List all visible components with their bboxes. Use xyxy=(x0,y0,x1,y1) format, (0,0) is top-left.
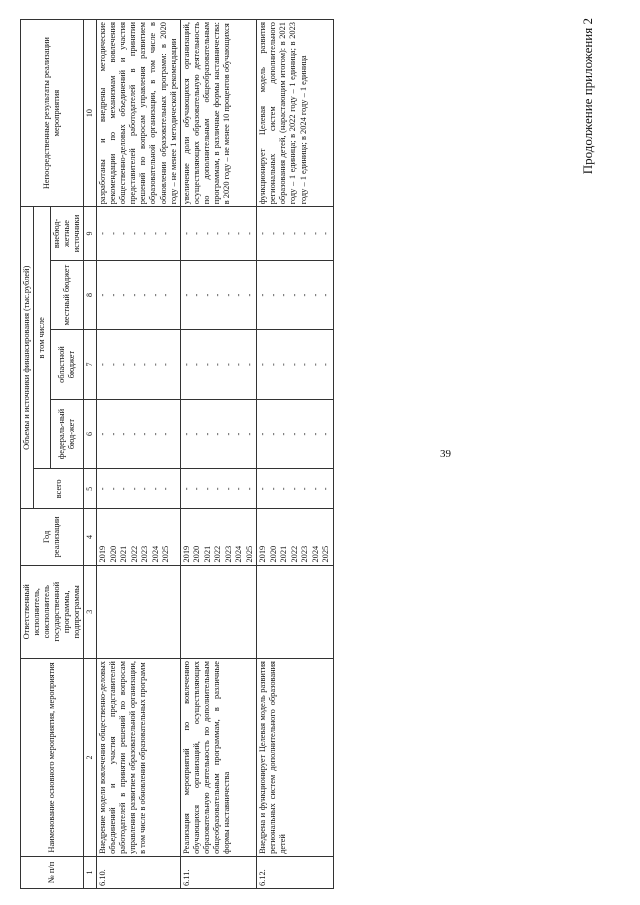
funding-dash: - xyxy=(310,487,320,491)
header-name: Наименование основного мероприятия, мероприятия xyxy=(21,659,84,857)
funding-dash: - xyxy=(300,293,310,297)
funding-value-cell xyxy=(257,207,334,261)
funding-dash: - xyxy=(321,232,331,235)
funding-dash: - xyxy=(258,487,268,491)
continuation-label: Продолжение приложения 2 xyxy=(580,18,595,175)
year-value: 2021 xyxy=(119,545,129,563)
funding-dash: - xyxy=(161,487,171,491)
funding-dash: - xyxy=(140,487,150,491)
funding-dash: - xyxy=(244,363,254,366)
funding-dash: - xyxy=(181,432,191,436)
funding-dash: - xyxy=(161,232,171,235)
year-value: 2022 xyxy=(129,545,139,563)
funding-dash: - xyxy=(258,232,268,235)
col-index: 3 xyxy=(84,565,97,659)
funding-dash: - xyxy=(289,293,299,297)
col-index: 9 xyxy=(84,207,97,261)
funding-dash: - xyxy=(223,232,233,235)
table-row xyxy=(180,20,257,889)
funding-dash: - xyxy=(192,293,202,297)
funding-dash: - xyxy=(140,293,150,297)
funding-dash: - xyxy=(161,363,171,366)
measure-name: Внедрена и функционирует Целевая модель развития региональных систем дополнительного образования детей xyxy=(257,659,334,857)
funding-dash: - xyxy=(213,293,223,297)
funding-value-cell xyxy=(257,260,334,330)
funding-dash: - xyxy=(223,363,233,366)
col-index: 1 xyxy=(84,856,97,888)
funding-value-cell xyxy=(97,260,181,330)
measure-name: Внедрение модели вовлечения общественно-деловых объединений и участия представителей работодателей в принятии решений по вопросам управления развитием образовательной организации, в том числе в обновлении образовательных программ xyxy=(97,659,181,857)
responsible-cell xyxy=(97,565,181,659)
funding-dash: - xyxy=(150,293,160,297)
funding-dash: - xyxy=(98,232,108,235)
funding-dash: - xyxy=(244,432,254,436)
funding-dash: - xyxy=(310,363,320,366)
measure-name: Реализация мероприятий по вовлечению обучающихся организаций, осуществляющих образовательную деятельность по дополнительным общеобразовательным программам, в различные формы наставничества xyxy=(180,659,257,857)
col-index: 2 xyxy=(84,659,97,857)
page-number: 39 xyxy=(440,448,451,460)
funding-value-cell xyxy=(97,399,181,469)
funding-dash: - xyxy=(223,293,233,297)
funding-value-cell xyxy=(97,469,181,509)
result-text: разработаны и внедрены методические рекомендации по механизмам вовлечения общественно-деловых объединений и участия представителей работодателей в принятии решений по вопросам управления развитием образовательной организации, в том числе в обновлении образовательных программ: в 2020 году – не менее 1 методической рекомендации xyxy=(97,20,181,207)
funding-dash: - xyxy=(161,293,171,297)
funding-dash: - xyxy=(140,432,150,436)
funding-dash: - xyxy=(289,432,299,436)
funding-dash: - xyxy=(244,487,254,491)
table-row xyxy=(257,20,334,889)
funding-dash: - xyxy=(234,487,244,491)
funding-dash: - xyxy=(213,232,223,235)
years-cell xyxy=(97,509,181,565)
funding-dash: - xyxy=(234,363,244,366)
header-federal: федераль-ный бюд-жет xyxy=(51,399,84,469)
result-text: увеличение доли обучающихся организаций, осуществляющих образовательную деятельность по дополнительным общеобразовательным программам, в различные формы наставничества: в 2020 году – не менее 10 процентов обучающихся xyxy=(180,20,257,207)
funding-dash: - xyxy=(279,487,289,491)
year-value: 2020 xyxy=(192,545,202,563)
year-value: 2019 xyxy=(98,545,108,563)
funding-dash: - xyxy=(192,432,202,436)
col-index: 4 xyxy=(84,509,97,565)
funding-dash: - xyxy=(300,232,310,235)
year-value: 2024 xyxy=(234,545,244,563)
funding-dash: - xyxy=(279,363,289,366)
funding-value-cell xyxy=(180,469,257,509)
funding-dash: - xyxy=(234,432,244,436)
funding-dash: - xyxy=(289,487,299,491)
funding-dash: - xyxy=(129,363,139,366)
funding-dash: - xyxy=(129,487,139,491)
funding-dash: - xyxy=(289,363,299,366)
funding-dash: - xyxy=(310,232,320,235)
funding-dash: - xyxy=(119,232,129,235)
table-row xyxy=(97,20,181,889)
year-value: 2022 xyxy=(213,545,223,563)
header-including: в том числе xyxy=(34,207,51,469)
funding-dash: - xyxy=(300,487,310,491)
responsible-cell xyxy=(257,565,334,659)
funding-dash: - xyxy=(108,487,118,491)
funding-dash: - xyxy=(161,432,171,436)
funding-dash: - xyxy=(98,363,108,366)
year-value: 2025 xyxy=(161,545,171,563)
funding-dash: - xyxy=(108,293,118,297)
funding-dash: - xyxy=(129,293,139,297)
funding-dash: - xyxy=(268,487,278,491)
funding-dash: - xyxy=(192,232,202,235)
funding-dash: - xyxy=(289,232,299,235)
header-year: Год реализации xyxy=(21,509,84,565)
funding-dash: - xyxy=(268,232,278,235)
header-num: № п/п xyxy=(21,856,84,888)
funding-dash: - xyxy=(150,363,160,366)
funding-dash: - xyxy=(150,487,160,491)
funding-dash: - xyxy=(181,293,191,297)
funding-dash: - xyxy=(234,232,244,235)
header-local: местный бюджет xyxy=(51,260,84,330)
funding-dash: - xyxy=(98,487,108,491)
funding-dash: - xyxy=(140,232,150,235)
year-value: 2023 xyxy=(223,545,233,563)
years-cell xyxy=(180,509,257,565)
funding-dash: - xyxy=(202,432,212,436)
funding-value-cell xyxy=(180,207,257,261)
year-value: 2025 xyxy=(244,545,254,563)
funding-dash: - xyxy=(234,293,244,297)
year-value: 2023 xyxy=(300,545,310,563)
funding-dash: - xyxy=(129,232,139,235)
header-responsible: Ответственный исполнитель, соисполнитель государственной программы, подпрограммы xyxy=(21,565,84,659)
funding-dash: - xyxy=(279,432,289,436)
funding-dash: - xyxy=(213,363,223,366)
funding-dash: - xyxy=(119,363,129,366)
funding-dash: - xyxy=(129,432,139,436)
col-index: 5 xyxy=(84,469,97,509)
funding-value-cell xyxy=(257,399,334,469)
funding-dash: - xyxy=(310,293,320,297)
funding-dash: - xyxy=(140,363,150,366)
funding-value-cell xyxy=(180,330,257,400)
year-value: 2021 xyxy=(279,545,289,563)
year-value: 2023 xyxy=(140,545,150,563)
funding-dash: - xyxy=(268,432,278,436)
funding-dash: - xyxy=(310,432,320,436)
year-value: 2024 xyxy=(150,545,160,563)
funding-value-cell xyxy=(257,330,334,400)
funding-value-cell xyxy=(180,399,257,469)
year-value: 2019 xyxy=(181,545,191,563)
funding-dash: - xyxy=(223,487,233,491)
funding-dash: - xyxy=(202,363,212,366)
row-number: 6.11. xyxy=(180,856,257,888)
funding-dash: - xyxy=(258,432,268,436)
funding-dash: - xyxy=(192,487,202,491)
funding-dash: - xyxy=(321,487,331,491)
year-value: 2021 xyxy=(202,545,212,563)
funding-table xyxy=(20,19,334,889)
col-index: 10 xyxy=(84,20,97,207)
funding-dash: - xyxy=(244,232,254,235)
funding-dash: - xyxy=(119,293,129,297)
funding-dash: - xyxy=(181,363,191,366)
funding-dash: - xyxy=(150,232,160,235)
funding-dash: - xyxy=(321,363,331,366)
header-results: Непосредственные результаты реализации мероприятия xyxy=(21,20,84,207)
funding-dash: - xyxy=(108,232,118,235)
funding-dash: - xyxy=(258,293,268,297)
funding-dash: - xyxy=(150,432,160,436)
funding-dash: - xyxy=(279,293,289,297)
row-number: 6.10. xyxy=(97,856,181,888)
funding-dash: - xyxy=(244,293,254,297)
funding-dash: - xyxy=(192,363,202,366)
funding-dash: - xyxy=(321,432,331,436)
funding-dash: - xyxy=(98,293,108,297)
col-index: 6 xyxy=(84,399,97,469)
col-index: 7 xyxy=(84,330,97,400)
funding-dash: - xyxy=(300,363,310,366)
col-index: 8 xyxy=(84,260,97,330)
year-value: 2020 xyxy=(268,545,278,563)
header-extra: внебюд-жетные источники xyxy=(51,207,84,261)
year-value: 2020 xyxy=(108,545,118,563)
funding-value-cell xyxy=(97,330,181,400)
funding-dash: - xyxy=(258,363,268,366)
column-index-row xyxy=(84,20,97,889)
funding-dash: - xyxy=(202,487,212,491)
funding-dash: - xyxy=(268,363,278,366)
funding-value-cell xyxy=(97,207,181,261)
year-value: 2022 xyxy=(289,545,299,563)
funding-dash: - xyxy=(181,232,191,235)
funding-dash: - xyxy=(213,487,223,491)
years-cell xyxy=(257,509,334,565)
funding-dash: - xyxy=(268,293,278,297)
responsible-cell xyxy=(180,565,257,659)
funding-dash: - xyxy=(202,232,212,235)
funding-dash: - xyxy=(321,293,331,297)
funding-dash: - xyxy=(213,432,223,436)
funding-dash: - xyxy=(223,432,233,436)
header-regional: областной бюджет xyxy=(51,330,84,400)
funding-dash: - xyxy=(98,432,108,436)
funding-dash: - xyxy=(119,487,129,491)
funding-dash: - xyxy=(119,432,129,436)
funding-dash: - xyxy=(202,293,212,297)
year-value: 2024 xyxy=(310,545,320,563)
funding-dash: - xyxy=(108,432,118,436)
funding-value-cell xyxy=(257,469,334,509)
funding-dash: - xyxy=(300,432,310,436)
funding-dash: - xyxy=(181,487,191,491)
header-funding: Объемы и источники финансирования (тыс.рублей) xyxy=(21,207,34,509)
header-total: всего xyxy=(34,469,84,509)
funding-dash: - xyxy=(279,232,289,235)
year-value: 2019 xyxy=(258,545,268,563)
result-text: функционирует Целевая модель развития региональных систем дополнительного образования детей, (нарастающим итогом): в 2021 году – 1 единица; в 2022 году – 1 единица; в 2023 году – 1 единица; в 2024 году – 1 единица xyxy=(257,20,334,207)
row-number: 6.12. xyxy=(257,856,334,888)
funding-value-cell xyxy=(180,260,257,330)
funding-dash: - xyxy=(108,363,118,366)
year-value: 2025 xyxy=(321,545,331,563)
